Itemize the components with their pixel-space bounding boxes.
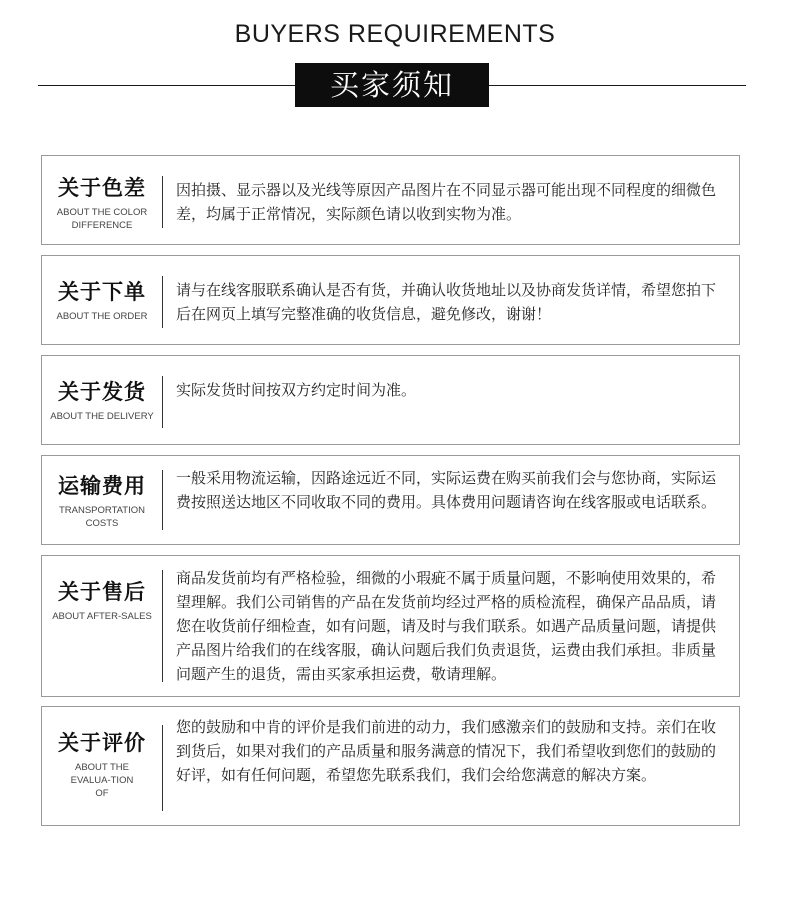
section-text: 您的鼓励和中肯的评价是我们前进的动力，我们感激亲们的鼓励和支持。亲们在收到货后，如果对我们的产品质量和服务满意的情况下，我们希望收到您们的鼓励的好评，如有任何问题，希望您先联系我们，我们会给您满意的解决方案。: [176, 718, 717, 784]
section-title-zh: 关于下单: [58, 280, 146, 304]
section-label: [42, 280, 162, 323]
section-title-en: ABOUT AFTER-SALES: [52, 611, 152, 622]
section-title-zh: 关于售后: [58, 580, 146, 604]
section-divider: [162, 376, 163, 428]
section-text: 商品发货前均有严格检验，细微的小瑕疵不属于质量问题，不影响使用效果的，希望理解。我们公司销售的产品在发货前均经过严格的质检流程，确保产品品质，请您在收货前仔细检查，如有问题，请及时与我们联系。如遇产品质量问题，请提供产品图片给我们的在线客服，确认问题后我们负责退货，运费由我们承担。非质量问题产生的退货，需由买家承担运费，敬请理解。: [176, 569, 717, 683]
section-title-en: ABOUT THE COLOR DIFFERENCE: [56, 207, 148, 231]
section-text: 请与在线客服联系确认是否有货，并确认收货地址以及协商发货详情，希望您拍下后在网页上填写完整准确的收货信息，避免修改，谢谢！: [176, 281, 717, 323]
section-divider: [162, 470, 163, 530]
section-label: [42, 176, 162, 232]
section-label: [42, 474, 162, 530]
section-label: [42, 380, 162, 423]
section-text: 一般采用物流运输，因路途远近不同，实际运费在购买前我们会与您协商，实际运费按照送达地区不同收取不同的费用。具体费用问题请咨询在线客服或电话联系。: [176, 469, 717, 511]
section-divider: [162, 276, 163, 328]
section-label: [42, 580, 162, 623]
section-delivery: [41, 355, 740, 445]
section-label: [42, 731, 162, 800]
page-title-zh-badge: 买家须知: [295, 63, 489, 107]
section-title-en: ABOUT THE ORDER: [56, 311, 148, 322]
section-title-zh: 关于色差: [58, 176, 146, 200]
section-title-zh: 关于评价: [58, 731, 146, 755]
section-title-en: TRANSPORTATION COSTS: [58, 505, 146, 529]
section-title-en: ABOUT THE EVALUA-TION OF: [70, 762, 134, 799]
section-evaluation: [41, 706, 740, 826]
section-title-zh: 关于发货: [58, 380, 146, 404]
section-transportation-costs: [41, 455, 740, 545]
section-after-sales: [41, 555, 740, 697]
section-title-en: ABOUT THE DELIVERY: [50, 411, 154, 422]
section-title-zh: 运输费用: [58, 474, 146, 498]
page-title-en: BUYERS REQUIREMENTS: [234, 20, 556, 48]
section-divider: [162, 570, 163, 682]
section-text: 因拍摄、显示器以及光线等原因产品图片在不同显示器可能出现不同程度的细微色差，均属于正常情况，实际颜色请以收到实物为准。: [176, 181, 717, 223]
section-divider: [162, 725, 163, 811]
section-order: [41, 255, 740, 345]
section-text: 实际发货时间按双方约定时间为准。: [176, 381, 417, 399]
section-divider: [162, 176, 163, 228]
section-color-difference: [41, 155, 740, 245]
